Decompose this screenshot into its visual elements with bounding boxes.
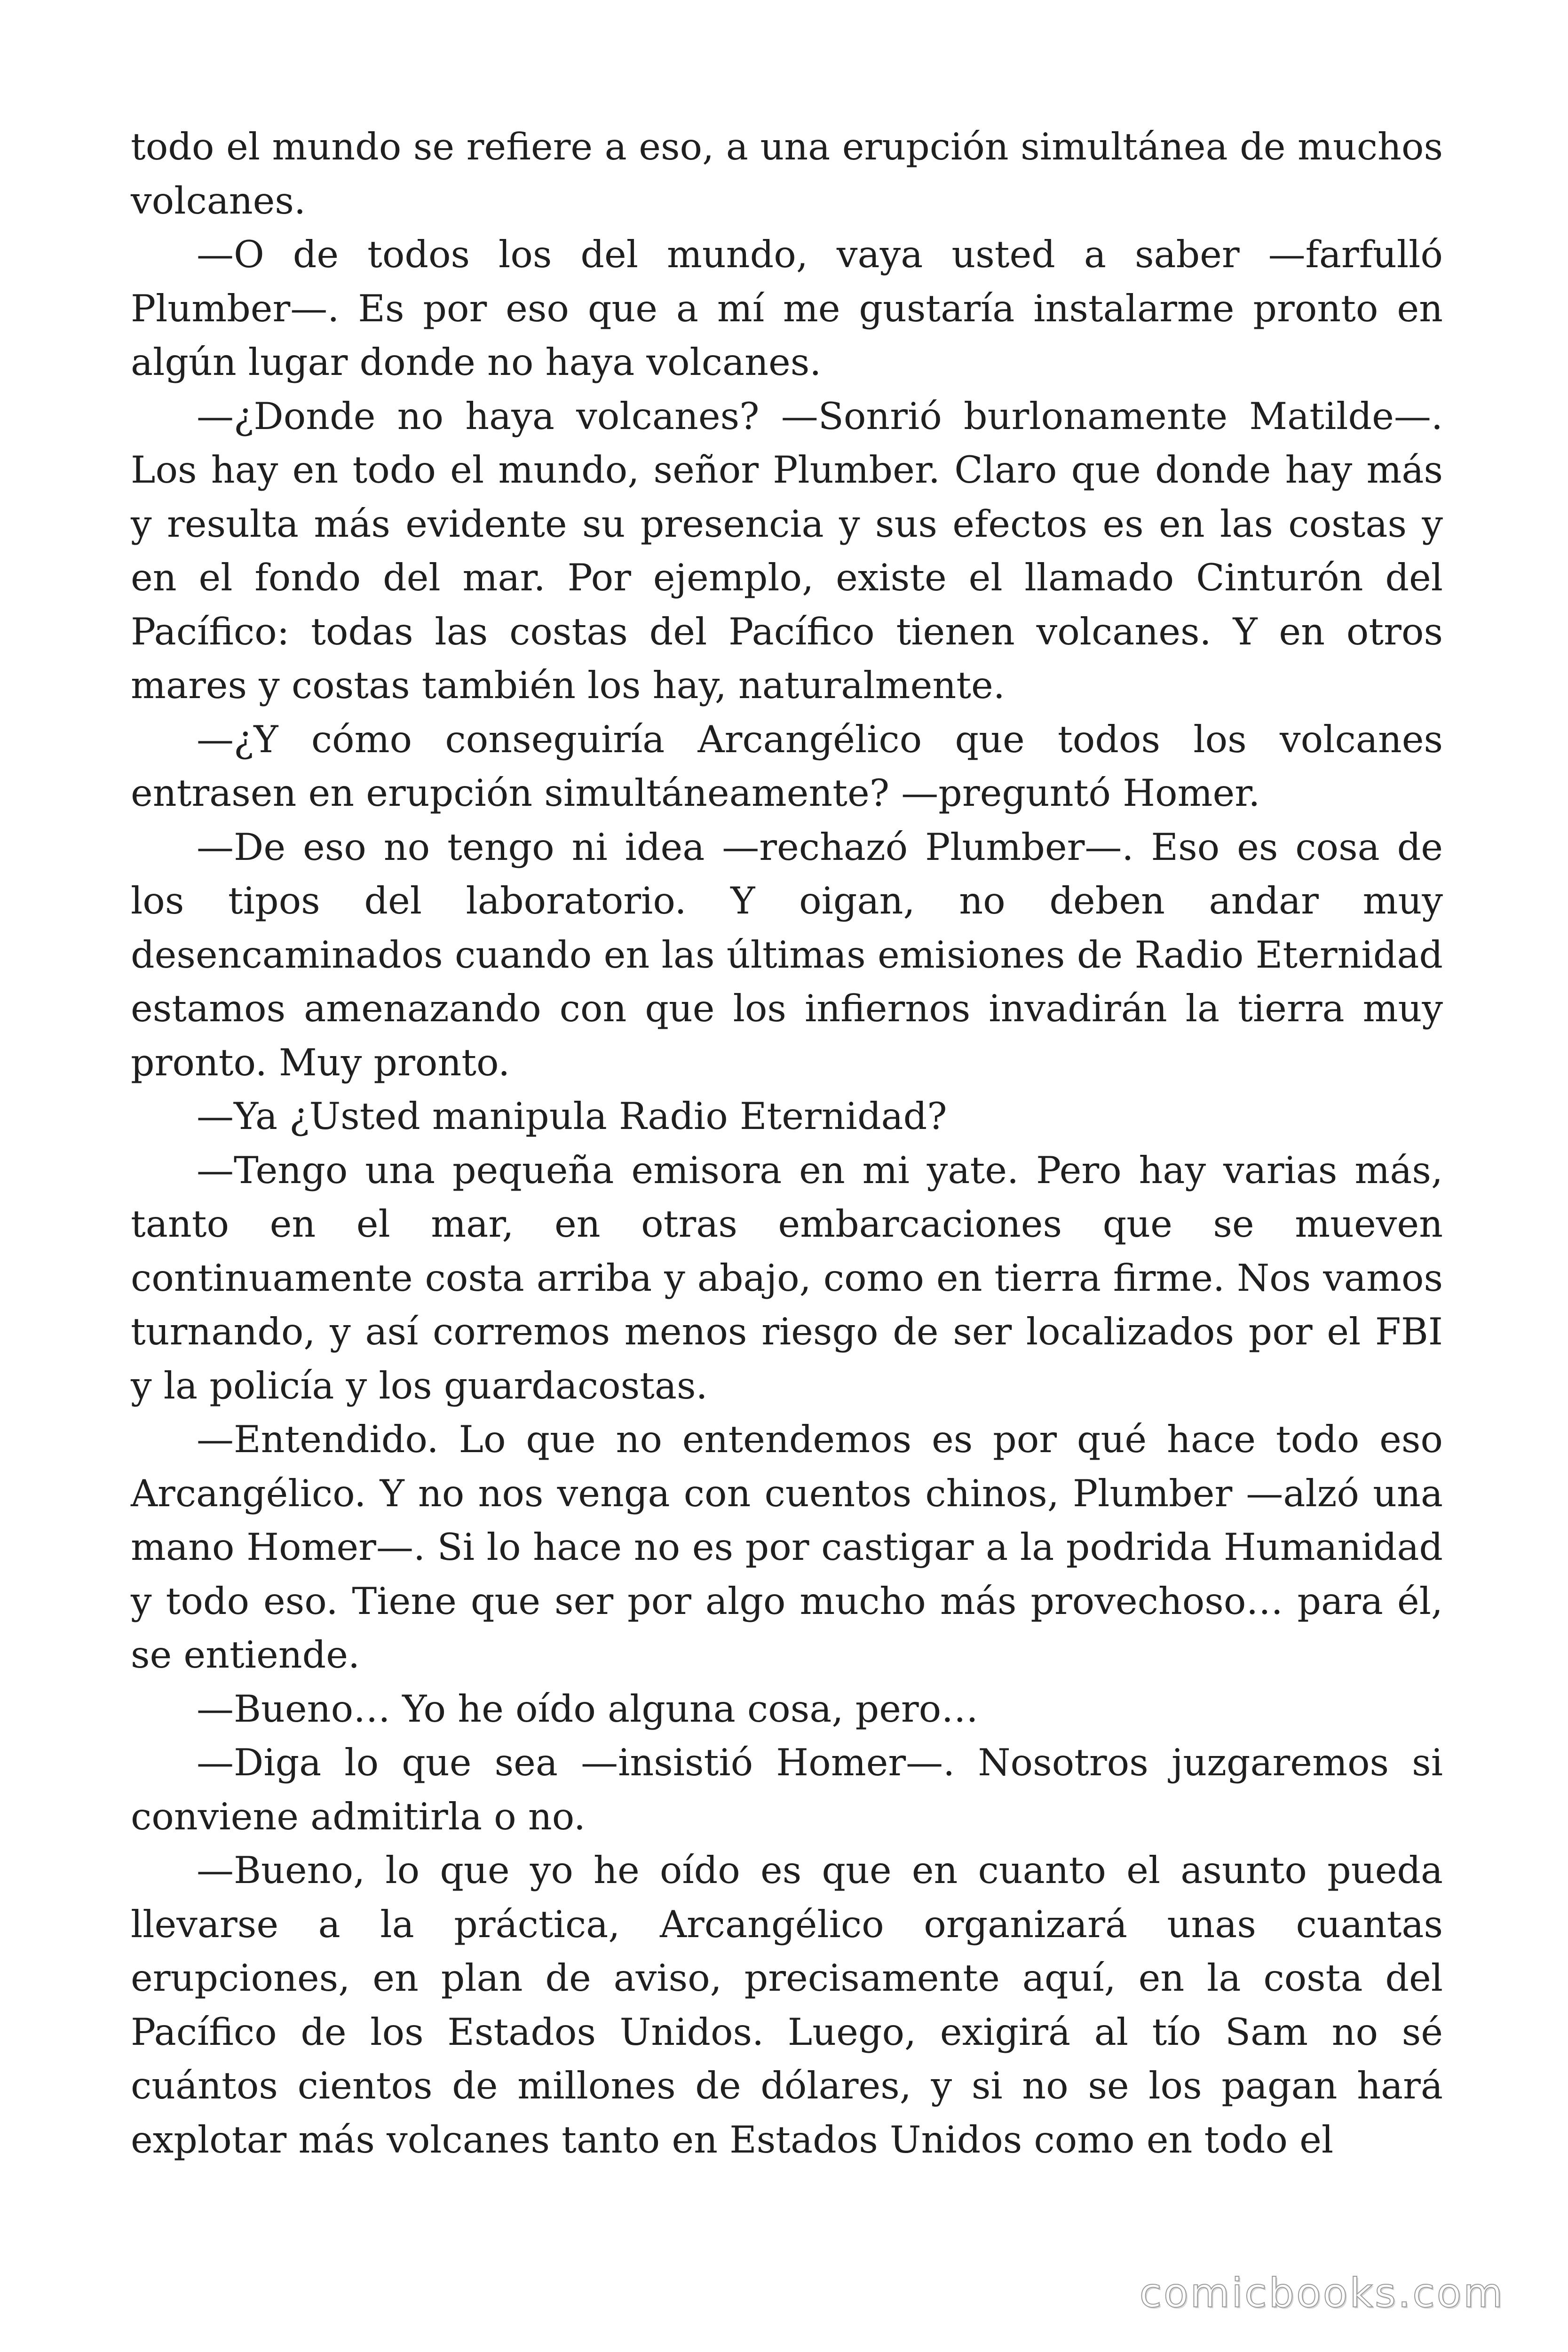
paragraph: todo el mundo se refiere a eso, a una erupción simultánea de muchos volcanes. xyxy=(131,125,1443,222)
paragraph: —¿Y cómo conseguiría Arcangélico que todos los volcanes entrasen en erupción simultáneamente? —preguntó Homer. xyxy=(131,717,1443,815)
paragraph: —Bueno… Yo he oído alguna cosa, pero… xyxy=(197,1687,979,1731)
site-watermark: comicbooks.com xyxy=(1139,2270,1505,2317)
paragraph: —Ya ¿Usted manipula Radio Eternidad? xyxy=(197,1095,947,1138)
paragraph: —Entendido. Lo que no entendemos es por qué hace todo eso Arcangélico. Y no nos venga con cuentos chinos, Plumber —alzó una mano Homer—. Si lo hace no es por castigar a la podrida Humanidad y todo eso. Tiene que ser por algo mucho más provechoso… para él, se entiende. xyxy=(131,1418,1443,1677)
paragraph: —Diga lo que sea —insistió Homer—. Nosotros juzgaremos si conviene admitirla o no. xyxy=(131,1741,1443,1838)
paragraph: —¿Donde no haya volcanes? —Sonrió burlonamente Matilde—. Los hay en todo el mundo, señor Plumber. Claro que donde hay más y resulta más evidente su presencia y sus efectos es en las costas y en el fondo del mar. Por ejemplo, existe el llamado Cinturón del Pacífico: todas las costas del Pacífico tienen volcanes. Y en otros mares y costas también los hay, naturalmente. xyxy=(131,394,1443,707)
paragraph: —Bueno, lo que yo he oído es que en cuanto el asunto pueda llevarse a la práctica, Arcangélico organizará unas cuantas erupciones, en plan de aviso, precisamente aquí, en la costa del Pacífico de los Estados Unidos. Luego, exigirá al tío Sam no sé cuántos cientos de millones de dólares, y si no se los pagan hará explotar más volcanes tanto en Estados Unidos como en todo el xyxy=(131,1849,1443,2161)
paragraph: —O de todos los del mundo, vaya usted a saber —farfulló Plumber—. Es por eso que a mí me gustaría instalarme pronto en algún lugar donde no haya volcanes. xyxy=(131,233,1443,384)
body-text xyxy=(131,120,1443,2167)
paragraph: —Tengo una pequeña emisora en mi yate. Pero hay varias más, tanto en el mar, en otras embarcaciones que se mueven continuamente costa arriba y abajo, como en tierra firme. Nos vamos turnando, y así corremos menos riesgo de ser localizados por el FBI y la policía y los guardacostas. xyxy=(131,1148,1443,1407)
paragraph: —De eso no tengo ni idea —rechazó Plumber—. Eso es cosa de los tipos del laboratorio. Y oigan, no deben andar muy desencaminados cuando en las últimas emisiones de Radio Eternidad estamos amenazando con que los infiernos invadirán la tierra muy pronto. Muy pronto. xyxy=(131,825,1443,1084)
